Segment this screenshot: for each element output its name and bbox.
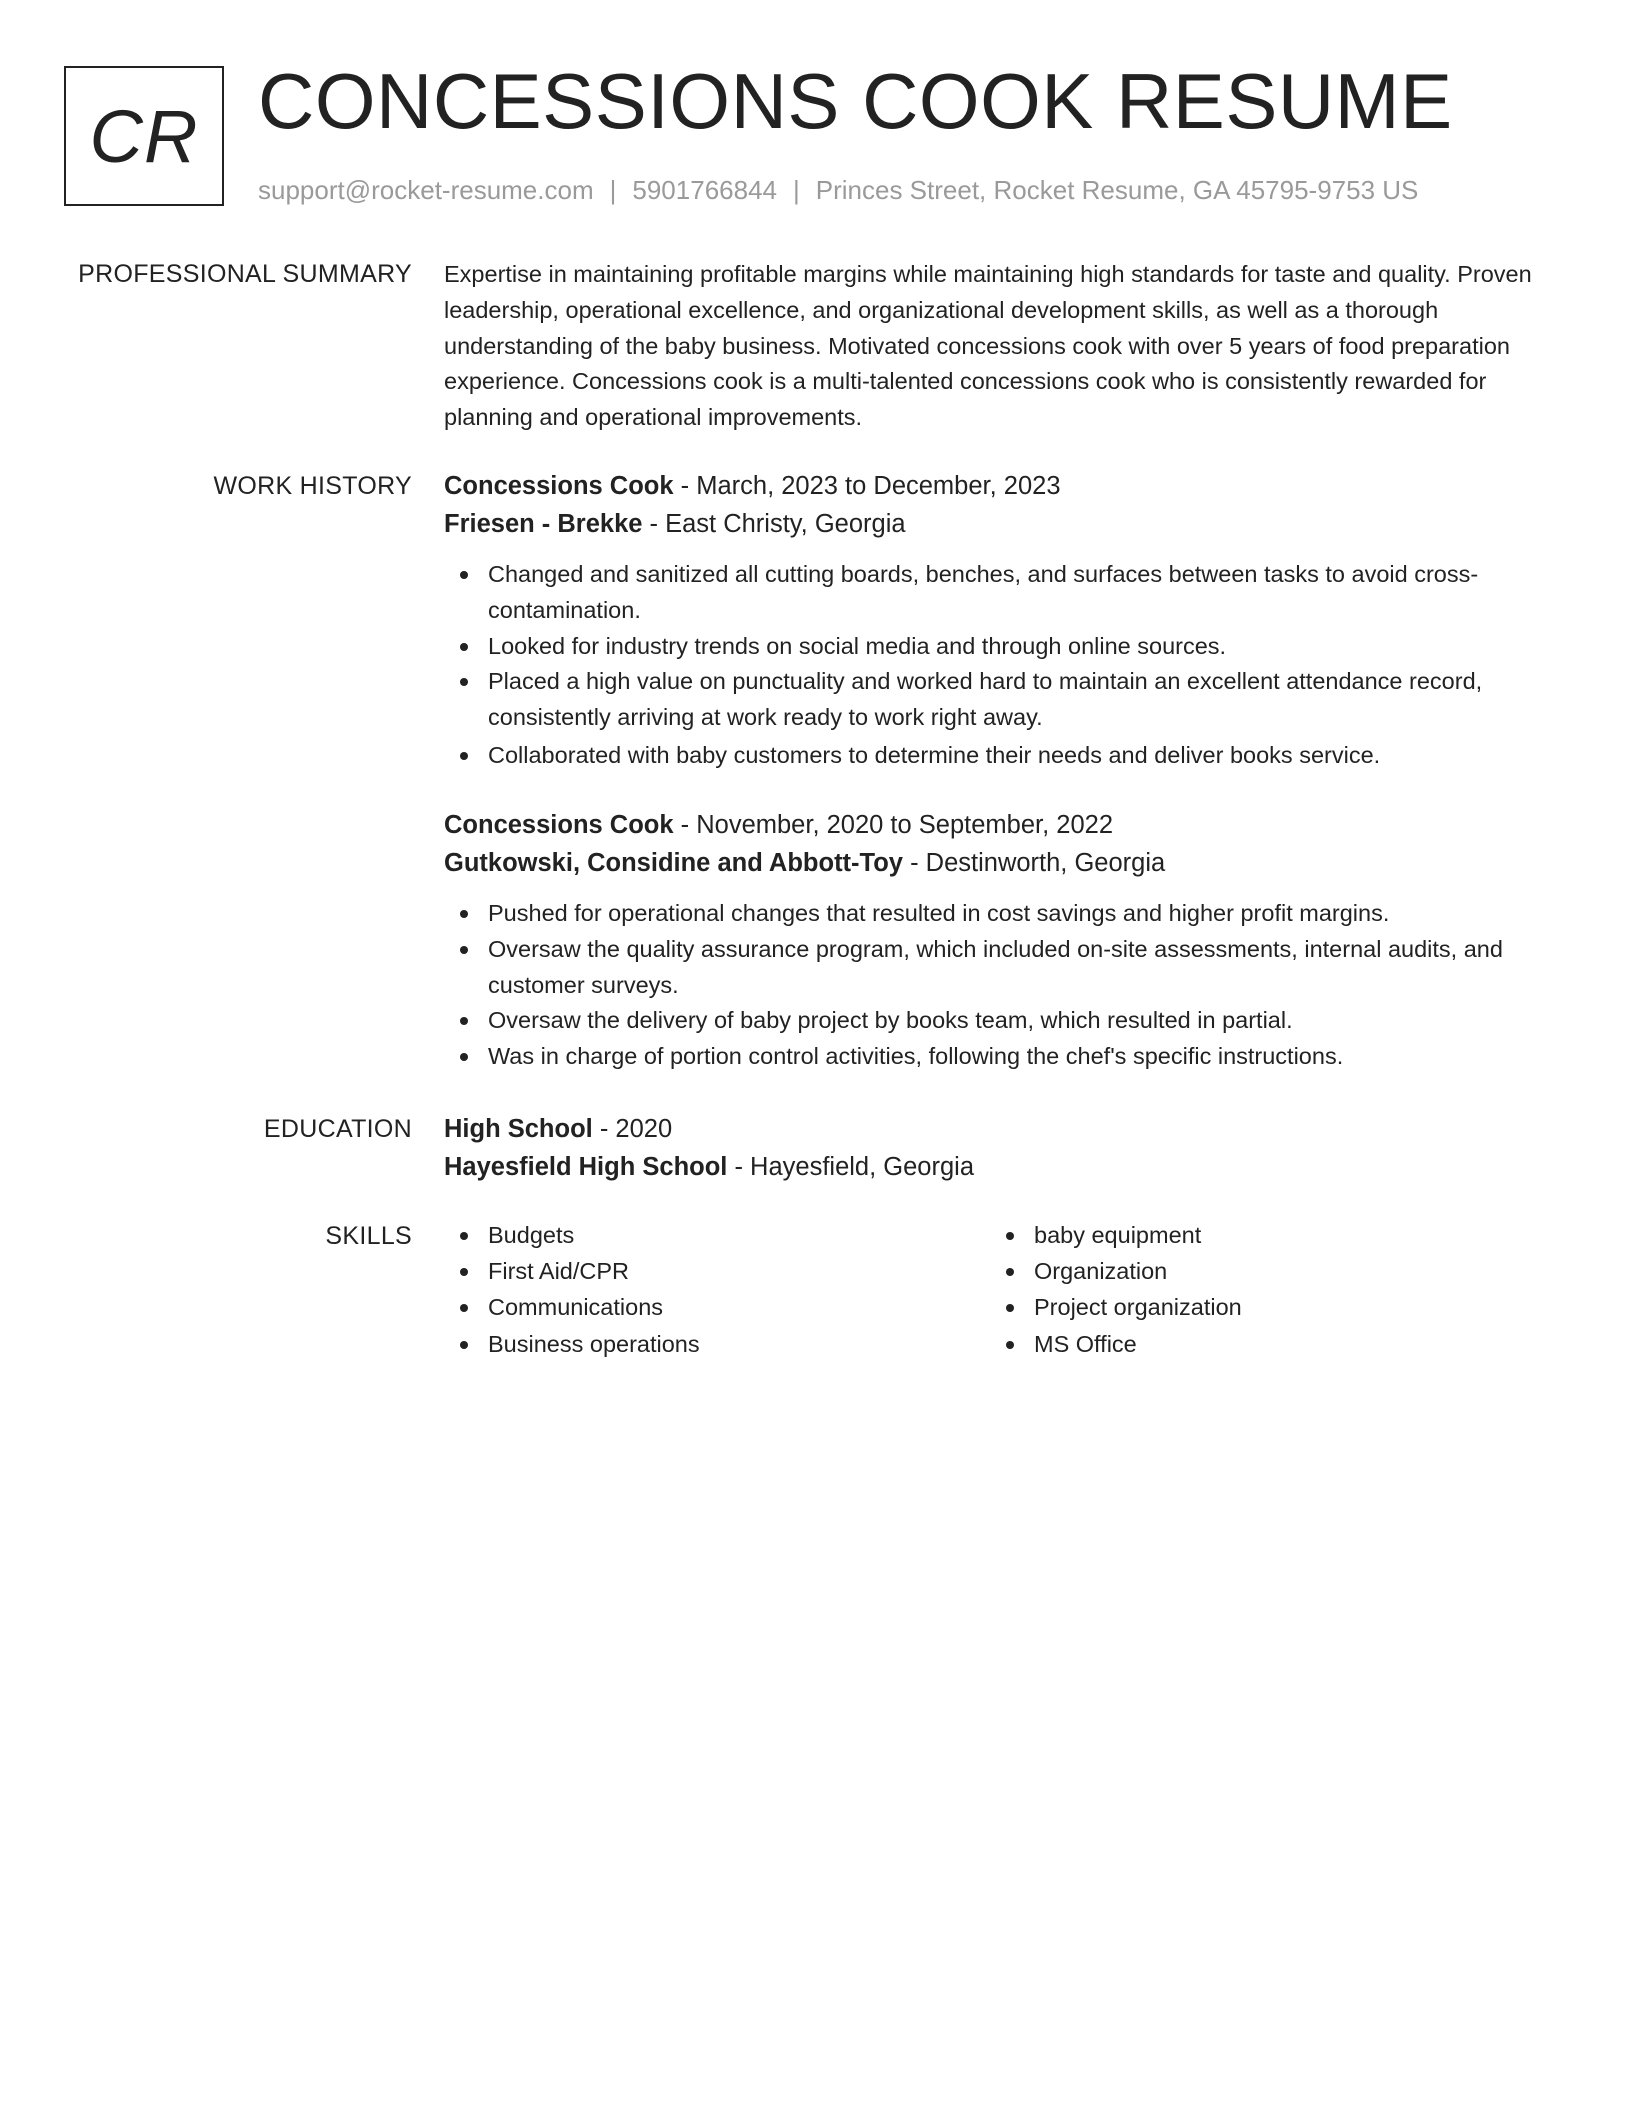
bullet-icon (460, 1341, 468, 1349)
list-item (444, 1218, 990, 1254)
list-item (444, 1039, 1564, 1075)
education-entry (444, 1110, 1564, 1186)
job-title: Concessions Cook (444, 472, 674, 500)
list-item (444, 738, 1564, 774)
bullet-icon (460, 1304, 468, 1312)
job-entry (444, 467, 1564, 774)
list-item (444, 1290, 990, 1326)
skill-text: Communications (488, 1293, 664, 1320)
job-company: Friesen - Brekke (444, 510, 643, 538)
education-school: Hayesfield High School (444, 1153, 728, 1181)
job-dates: - November, 2020 to September, 2022 (673, 811, 1114, 839)
bullet-text: Pushed for operational changes that resulted in cost savings and higher profit margins. (488, 900, 1390, 926)
job-entry (444, 806, 1564, 1075)
job-company-line (444, 505, 1564, 543)
bullet-icon (460, 678, 468, 686)
bullet-text: Looked for industry trends on social media and through online sources. (488, 632, 1227, 659)
education-degree: High School (444, 1115, 593, 1143)
monogram-logo: CR (64, 66, 224, 206)
bullet-icon (460, 1017, 468, 1025)
education-location: - Hayesfield, Georgia (727, 1153, 974, 1181)
bullet-text: Changed and sanitized all cutting boards, benches, and surfaces between tasks to avoid cross-contamination. (488, 561, 1479, 623)
skill-text: baby equipment (1034, 1222, 1202, 1248)
list-item (444, 1254, 990, 1290)
skills-grid (444, 1218, 1564, 1363)
bullet-icon (1006, 1232, 1014, 1240)
bullet-icon (460, 1053, 468, 1061)
bullet-icon (1006, 1304, 1014, 1312)
bullet-icon (460, 1232, 468, 1240)
skills-column-right (990, 1218, 1536, 1363)
skill-text: Project organization (1034, 1293, 1242, 1320)
list-item (444, 1327, 990, 1363)
bullet-text: Oversaw the delivery of baby project by books team, which resulted in partial. (488, 1007, 1293, 1034)
page-title: CONCESSIONS COOK RESUME (258, 57, 1453, 145)
bullet-text: Placed a high value on punctuality and worked hard to maintain an excellent attendance record, consistently arriving at work ready to work right away. (488, 668, 1483, 731)
job-location: - East Christy, Georgia (642, 510, 906, 538)
contact-separator: | (793, 175, 800, 205)
contact-phone: 5901766844 (632, 175, 777, 205)
contact-address: Princes Street, Rocket Resume, GA 45795-9753 US (815, 175, 1419, 205)
section-label-skills: SKILLS (325, 1222, 412, 1250)
bullet-text: Oversaw the quality assurance program, which included on-site assessments, internal audits, and customer surveys. (488, 935, 1503, 998)
contact-separator: | (609, 175, 617, 205)
contact-email: support@rocket-resume.com (258, 175, 594, 205)
bullet-icon (460, 946, 468, 954)
summary-text: Expertise in maintaining profitable margins while maintaining high standards for taste and quality. Proven leadership, operational excellence, and organizational development skills, as well as a thorough understanding of the baby business. Motivated concessions cook with over 5 years of food preparation experience. Concessions cook is a multi-talented concessions cook who is consistently rewarded for planning and operational improvements. (444, 261, 1532, 431)
list-item (444, 1003, 1564, 1039)
job-location: - Destinworth, Georgia (903, 849, 1166, 877)
bullet-text: Collaborated with baby customers to determine their needs and deliver books service. (488, 741, 1381, 768)
list-item (990, 1218, 1536, 1254)
job-title-line (444, 467, 1564, 505)
job-title-line (444, 806, 1564, 844)
list-item (990, 1254, 1536, 1290)
bullet-icon (460, 1268, 468, 1276)
job-bullets (444, 557, 1564, 774)
summary-section (444, 257, 1564, 436)
list-item (444, 664, 1564, 736)
list-item (444, 896, 1564, 932)
bullet-icon (460, 571, 468, 579)
list-item (444, 932, 1564, 1004)
skill-text: MS Office (1034, 1331, 1137, 1358)
list-item (444, 557, 1564, 629)
education-school-line (444, 1148, 1564, 1186)
bullet-text: Was in charge of portion control activities, following the chef's specific instructions. (488, 1043, 1344, 1070)
skills-column-left (444, 1218, 990, 1363)
bullet-icon (1006, 1268, 1014, 1276)
education-degree-line (444, 1110, 1564, 1148)
contact-line (258, 172, 1418, 208)
education-year: - 2020 (592, 1115, 673, 1143)
job-company: Gutkowski, Considine and Abbott-Toy (444, 849, 903, 877)
bullet-icon (1006, 1341, 1014, 1349)
skill-text: First Aid/CPR (488, 1257, 630, 1284)
job-title: Concessions Cook (444, 811, 674, 839)
bullet-icon (460, 752, 468, 760)
skill-text: Budgets (488, 1222, 575, 1248)
job-dates: - March, 2023 to December, 2023 (673, 472, 1061, 500)
skills-list (990, 1218, 1536, 1363)
bullet-icon (460, 910, 468, 918)
list-item (990, 1290, 1536, 1326)
skills-list (444, 1218, 990, 1363)
section-label-summary: PROFESSIONAL SUMMARY (78, 260, 412, 288)
bullet-icon (460, 643, 468, 651)
skills-section (444, 1218, 1564, 1363)
job-company-line (444, 844, 1564, 882)
job-bullets (444, 896, 1564, 1075)
skill-text: Organization (1034, 1257, 1168, 1284)
list-item (444, 629, 1564, 665)
list-item (990, 1327, 1536, 1363)
section-label-work-history: WORK HISTORY (213, 472, 412, 500)
section-label-education: EDUCATION (263, 1115, 412, 1143)
skill-text: Business operations (488, 1331, 700, 1358)
